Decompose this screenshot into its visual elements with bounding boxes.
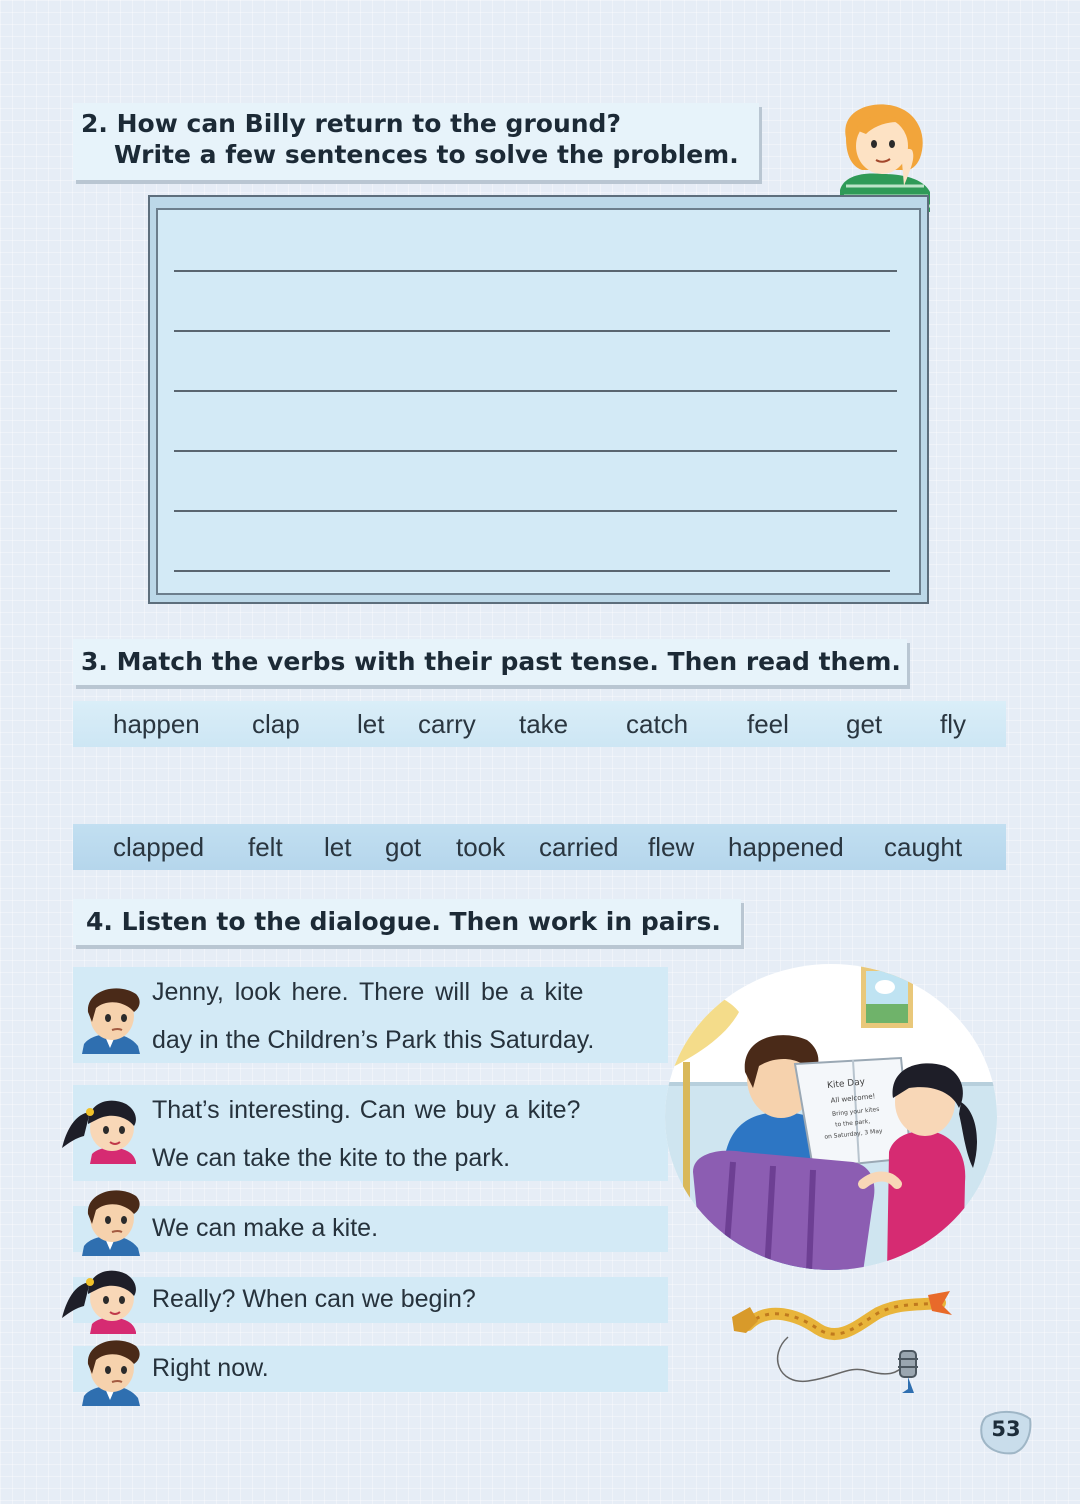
- reading-newspaper-illustration: [663, 962, 999, 1272]
- verb-word[interactable]: clap: [252, 709, 300, 739]
- dialogue-box-5: [73, 1346, 668, 1392]
- dialogue-box-4: [73, 1277, 668, 1323]
- verb-word[interactable]: happen: [113, 709, 200, 739]
- verb-word[interactable]: fly: [940, 709, 966, 739]
- verb-word[interactable]: let: [357, 709, 385, 739]
- jenny-avatar-icon: [60, 1262, 146, 1334]
- newspaper-line: on Saturday, 3 May: [824, 1127, 883, 1141]
- question-4-heading-text: 4. Listen to the dialogue. Then work in pairs.: [86, 907, 721, 936]
- writing-line[interactable]: [174, 450, 897, 452]
- newspaper-line: Bring your kites: [831, 1105, 880, 1118]
- past-tense-word[interactable]: clapped: [113, 832, 205, 862]
- father-avatar-icon: [78, 1334, 144, 1406]
- writing-line[interactable]: [174, 330, 890, 332]
- dialogue-text: That’s interesting. Can we buy a kite?: [152, 1096, 581, 1124]
- question-3-heading-text: 3. Match the verbs with their past tense. Then read them.: [81, 647, 901, 676]
- writing-line[interactable]: [174, 390, 897, 392]
- question-4-heading: [73, 899, 741, 945]
- dialogue-box-1: [73, 967, 668, 1063]
- past-tense-word[interactable]: took: [456, 832, 506, 862]
- writing-line[interactable]: [174, 510, 897, 512]
- past-tense-bar: [73, 824, 1006, 870]
- dialogue-box-3: [73, 1206, 668, 1252]
- past-tense-word[interactable]: felt: [248, 832, 283, 862]
- writing-area[interactable]: [156, 208, 921, 595]
- past-tense-word[interactable]: flew: [648, 832, 695, 862]
- verb-word[interactable]: take: [519, 709, 569, 739]
- jenny-avatar-icon: [60, 1092, 146, 1164]
- past-tense-word[interactable]: carried: [539, 832, 619, 862]
- past-tense-word[interactable]: caught: [884, 832, 963, 862]
- newspaper-line: Kite Day: [826, 1077, 866, 1092]
- newspaper-line: All welcome!: [830, 1092, 876, 1105]
- past-tense-word[interactable]: let: [324, 832, 352, 862]
- newspaper-line: to the park,: [834, 1117, 871, 1129]
- dragon-kite-illustration: [728, 1285, 954, 1397]
- page-number-badge: [980, 1409, 1032, 1455]
- dialogue-box-2: [73, 1085, 668, 1181]
- page-number: 53: [991, 1417, 1021, 1441]
- writing-line[interactable]: [174, 270, 897, 272]
- verb-bar: [73, 701, 1006, 747]
- dialogue-text: Really? When can we begin?: [152, 1285, 476, 1313]
- dialogue-text: day in the Children’s Park this Saturday.: [152, 1026, 595, 1054]
- dialogue-text: We can make a kite.: [152, 1214, 379, 1242]
- question-3-heading: [73, 639, 907, 685]
- writing-line[interactable]: [174, 570, 890, 572]
- past-tense-word[interactable]: got: [385, 832, 422, 862]
- verb-word[interactable]: feel: [747, 709, 789, 739]
- father-avatar-icon: [78, 1184, 144, 1256]
- dialogue-text: Jenny, look here. There will be a kite: [152, 978, 584, 1006]
- question-2-line-2: Write a few sentences to solve the problem.: [114, 140, 739, 169]
- question-2-heading: [73, 103, 759, 180]
- past-tense-word[interactable]: happened: [728, 832, 844, 862]
- dialogue-text: We can take the kite to the park.: [152, 1144, 511, 1172]
- verb-word[interactable]: get: [846, 709, 883, 739]
- verb-word[interactable]: carry: [418, 709, 476, 739]
- question-2-line-1: 2. How can Billy return to the ground?: [81, 109, 621, 138]
- dialogue-text: Right now.: [152, 1354, 269, 1382]
- father-avatar-icon: [78, 982, 144, 1054]
- verb-word[interactable]: catch: [626, 709, 689, 739]
